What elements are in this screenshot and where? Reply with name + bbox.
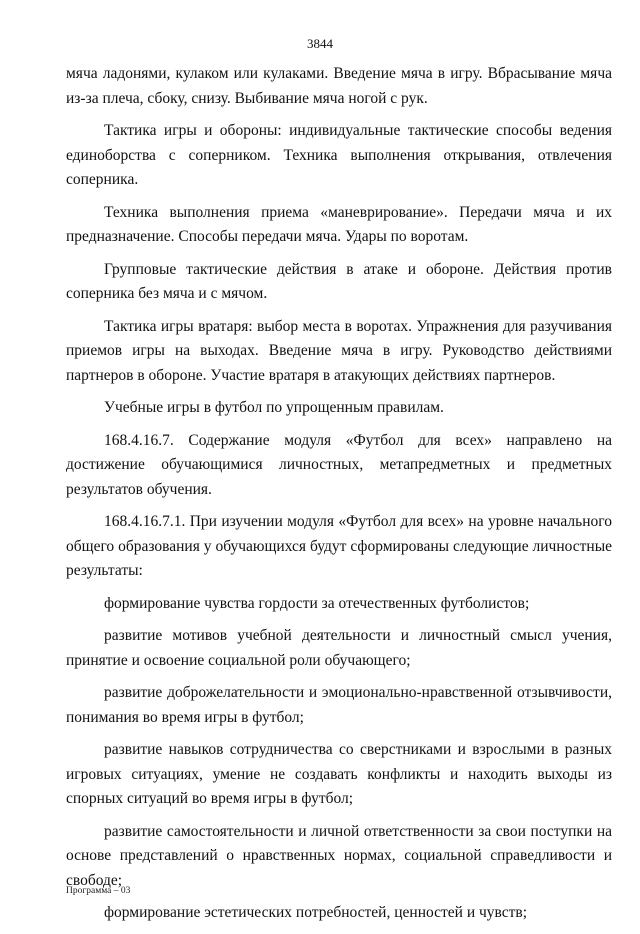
paragraph: Техника выполнения приема «маневрирование». Передачи мяча и их предназначение. Способы передачи мяча. Удары по воротам. [66,203,612,245]
paragraph: 168.4.16.7.1. При изучении модуля «Футбол для всех» на уровне начального общего образования у обучающихся будут сформированы следующие личностные результаты: [66,513,612,579]
paragraph: Тактика игры вратаря: выбор места в воротах. Упражнения для разучивания приемов игры на выходах. Введение мяча в игру. Руководство действиями партнеров в обороне. Участие вратаря в атакующих действиях партнеров. [66,317,612,384]
paragraph: развитие доброжелательности и эмоционально-нравственной отзывчивости, понимания во время игры в футбол; [66,684,612,726]
document-body [66,62,612,934]
paragraph: развитие мотивов учебной деятельности и личностный смысл учения, принятие и освоение социальной роли обучающего; [66,627,612,669]
paragraph: развитие навыков сотрудничества со сверстниками и взрослыми в разных игровых ситуациях, умение не создавать конфликты и находить выходы из спорных ситуаций во время игры в футбол; [66,741,612,807]
paragraph: формирование чувства гордости за отечественных футболистов; [104,594,530,612]
paragraph: формирование эстетических потребностей, ценностей и чувств; [104,904,528,921]
page-number: 3844 [307,36,333,51]
paragraph: Тактика игры и обороны: индивидуальные тактические способы ведения единоборства с соперником. Техника выполнения открывания, отвлечения соперника. [66,122,612,188]
footer-label: Программа – 03 [66,886,131,896]
paragraph: мяча ладонями, кулаком или кулаками. Введение мяча в игру. Вбрасывание мяча из-за плеча, сбоку, снизу. Выбивание мяча ногой с рук. [66,65,612,107]
paragraph: Групповые тактические действия в атаке и обороне. Действия против соперника без мяча и с мячом. [66,260,612,302]
paragraph: развитие самостоятельности и личной ответственности за свои поступки на основе представлений о нравственных нормах, социальной справедливости и свободе; [66,822,612,889]
paragraph: Учебные игры в футбол по упрощенным правилам. [104,399,444,416]
paragraph: 168.4.16.7. Содержание модуля «Футбол для всех» направлено на достижение обучающимися личностных, метапредметных и предметных результатов обучения. [66,431,612,498]
